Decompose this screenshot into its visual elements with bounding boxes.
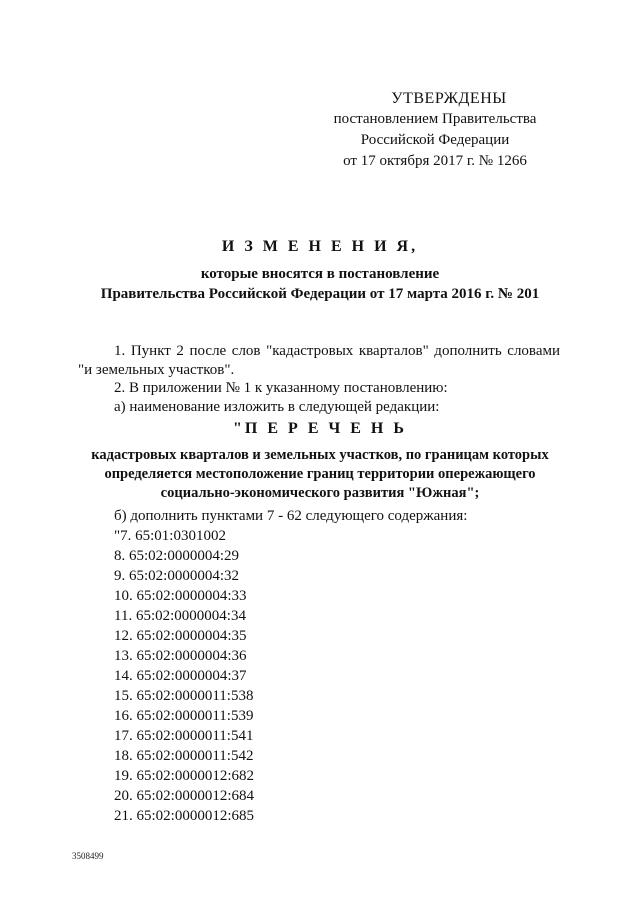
list-heading-line-2: определяется местоположение границ территории опережающего — [104, 466, 536, 482]
list-item: 14. 65:02:0000004:37 — [114, 668, 247, 684]
approval-block — [330, 88, 540, 172]
subtitle-line-1: которые вносятся в постановление — [200, 266, 440, 282]
paragraph-3: а) наименование изложить в следующей редакции: — [114, 398, 440, 415]
list-heading-line-1: кадастровых кварталов и земельных участков, по границам которых — [91, 447, 549, 463]
list-item: 12. 65:02:0000004:35 — [114, 628, 247, 644]
list-item: 19. 65:02:0000012:682 — [114, 768, 255, 784]
list-item: 10. 65:02:0000004:33 — [114, 588, 247, 604]
subtitle-line-2: Правительства Российской Федерации от 17 марта 2016 г. № 201 — [100, 286, 540, 302]
list-item: 17. 65:02:0000011:541 — [114, 728, 254, 744]
approval-heading: УТВЕРЖДЕНЫ — [391, 90, 507, 107]
list-item: 15. 65:02:0000011:538 — [114, 688, 254, 704]
paragraph-1: 1. Пункт 2 после слов "кадастровых кварталов" дополнить словами "и земельных участков". — [78, 343, 560, 378]
list-item: 9. 65:02:0000004:32 — [114, 568, 240, 584]
approval-line-1: постановлением Правительства — [333, 111, 537, 127]
list-intro: б) дополнить пунктами 7 - 62 следующего содержания: — [114, 508, 468, 524]
document-code: 3508499 — [72, 851, 104, 861]
list-heading: "П Е Р Е Ч Е Н Ь — [233, 420, 407, 437]
list-item: 8. 65:02:0000004:29 — [114, 548, 240, 564]
list-item: 13. 65:02:0000004:36 — [114, 648, 247, 664]
list-item: 21. 65:02:0000012:685 — [114, 808, 255, 824]
paragraph-2: 2. В приложении № 1 к указанному постановлению: — [114, 380, 448, 396]
document-title: И З М Е Н Е Н И Я, — [221, 238, 419, 255]
cadastral-list — [114, 506, 534, 826]
list-heading-subtitle — [60, 446, 580, 503]
document-subtitle — [60, 264, 580, 304]
document-body — [78, 342, 560, 416]
approval-line-2: Российской Федерации — [360, 132, 510, 148]
list-item: 20. 65:02:0000012:684 — [114, 788, 255, 804]
list-item: "7. 65:01:0301002 — [114, 528, 226, 544]
list-item: 18. 65:02:0000011:542 — [114, 748, 254, 764]
list-item: 16. 65:02:0000011:539 — [114, 708, 254, 724]
approval-line-3: от 17 октября 2017 г. № 1266 — [343, 153, 527, 169]
list-item: 11. 65:02:0000004:34 — [114, 608, 246, 624]
list-heading-line-3: социально-экономического развития "Южная"; — [160, 485, 480, 501]
